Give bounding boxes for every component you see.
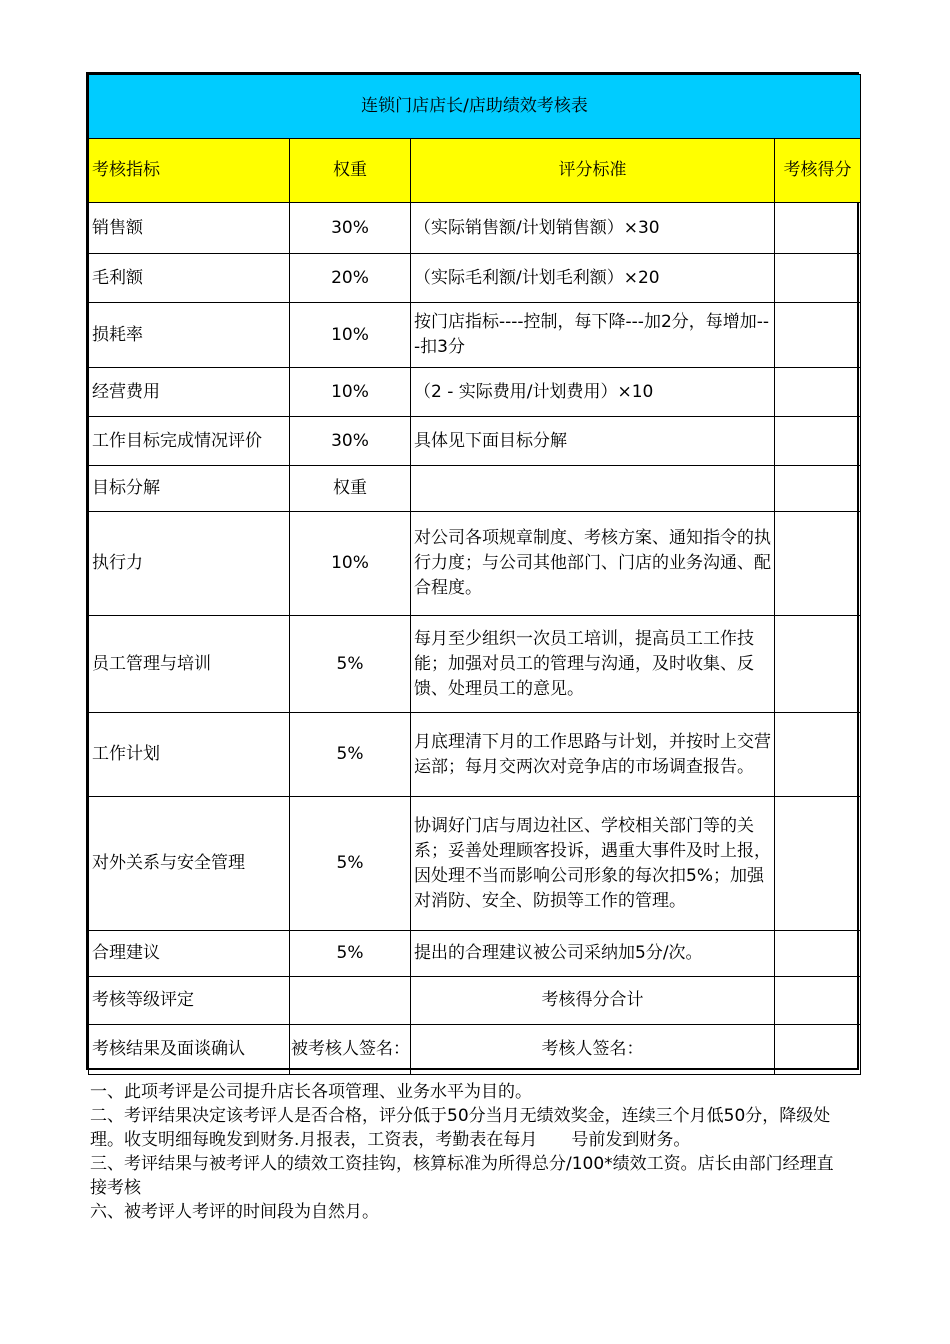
row-weight: 10% bbox=[290, 368, 411, 417]
table-row bbox=[89, 254, 861, 303]
grade-row bbox=[89, 977, 861, 1025]
header-weight: 权重 bbox=[290, 139, 411, 203]
row-score-cell[interactable] bbox=[775, 417, 861, 466]
table-row bbox=[89, 512, 861, 616]
row-indicator: 员工管理与培训 bbox=[89, 616, 290, 713]
row-criteria: 对公司各项规章制度、考核方案、通知指令的执行力度；与公司其他部门、门店的业务沟通、配合程度。 bbox=[411, 512, 775, 616]
performance-table bbox=[86, 72, 859, 1070]
row-weight: 10% bbox=[290, 303, 411, 368]
header-criteria: 评分标准 bbox=[411, 139, 775, 203]
row-criteria: 提出的合理建议被公司采纳加5分/次。 bbox=[411, 931, 775, 977]
note-item: 一、此项考评是公司提升店长各项管理、业务水平为目的。 bbox=[90, 1082, 532, 1102]
row-criteria: （实际销售额/计划销售额）×30 bbox=[411, 203, 775, 254]
row-score-cell[interactable] bbox=[775, 203, 861, 254]
row-criteria: （2 - 实际费用/计划费用）×10 bbox=[411, 368, 775, 417]
row-weight: 10% bbox=[290, 512, 411, 616]
row-score-cell[interactable] bbox=[775, 303, 861, 368]
row-indicator: 工作计划 bbox=[89, 713, 290, 797]
total-score-label: 考核得分合计 bbox=[411, 977, 775, 1025]
row-indicator: 经营费用 bbox=[89, 368, 290, 417]
examiner-signature[interactable]: 考核人签名： bbox=[411, 1025, 775, 1075]
row-weight: 5% bbox=[290, 713, 411, 797]
total-score-cell[interactable] bbox=[775, 977, 861, 1025]
table-row bbox=[89, 417, 861, 466]
row-weight: 30% bbox=[290, 203, 411, 254]
note-item: 三、考评结果与被考评人的绩效工资挂钩，核算标准为所得总分/100*绩效工资。店长由部门经理直接考核 bbox=[90, 1154, 834, 1198]
row-score-cell[interactable] bbox=[775, 616, 861, 713]
table-row bbox=[89, 368, 861, 417]
row-score-cell[interactable] bbox=[775, 512, 861, 616]
table-row bbox=[89, 931, 861, 977]
note-item: 二、考评结果决定该考评人是否合格，评分低于50分当月无绩效奖金，连续三个月低50分，降级处理。收支明细每晚发到财务.月报表，工资表，考勤表在每月 号前发到财务。 bbox=[90, 1106, 831, 1150]
row-criteria: 月底理清下月的工作思路与计划，并按时上交营运部；每月交两次对竞争店的市场调查报告。 bbox=[411, 713, 775, 797]
row-criteria: 每月至少组织一次员工培训，提高员工工作技能；加强对员工的管理与沟通，及时收集、反馈、处理员工的意见。 bbox=[411, 616, 775, 713]
row-score-cell[interactable] bbox=[775, 931, 861, 977]
row-weight: 30% bbox=[290, 417, 411, 466]
header-indicator: 考核指标 bbox=[89, 139, 290, 203]
row-indicator: 销售额 bbox=[89, 203, 290, 254]
row-indicator: 目标分解 bbox=[89, 466, 290, 512]
row-weight: 权重 bbox=[290, 466, 411, 512]
table-row bbox=[89, 303, 861, 368]
grade-label: 考核等级评定 bbox=[89, 977, 290, 1025]
row-weight: 5% bbox=[290, 797, 411, 931]
row-indicator: 执行力 bbox=[89, 512, 290, 616]
table-row bbox=[89, 797, 861, 931]
header-score: 考核得分 bbox=[775, 139, 861, 203]
notes-section bbox=[90, 1080, 850, 1224]
table-row bbox=[89, 713, 861, 797]
note-item: 六、被考评人考评的时间段为自然月。 bbox=[90, 1202, 379, 1222]
grade-value-cell[interactable] bbox=[290, 977, 411, 1025]
row-score-cell[interactable] bbox=[775, 466, 861, 512]
confirm-row bbox=[89, 1025, 861, 1075]
row-criteria bbox=[411, 466, 775, 512]
row-indicator: 合理建议 bbox=[89, 931, 290, 977]
row-score-cell[interactable] bbox=[775, 368, 861, 417]
row-weight: 20% bbox=[290, 254, 411, 303]
confirm-label: 考核结果及面谈确认 bbox=[89, 1025, 290, 1075]
row-score-cell[interactable] bbox=[775, 254, 861, 303]
row-score-cell[interactable] bbox=[775, 797, 861, 931]
row-weight: 5% bbox=[290, 931, 411, 977]
row-score-cell[interactable] bbox=[775, 713, 861, 797]
table-row bbox=[89, 616, 861, 713]
table-row bbox=[89, 203, 861, 254]
row-criteria: （实际毛利额/计划毛利额）×20 bbox=[411, 254, 775, 303]
signature-blank-cell[interactable] bbox=[775, 1025, 861, 1075]
examinee-signature[interactable]: 被考核人签名： bbox=[290, 1025, 411, 1075]
row-indicator: 工作目标完成情况评价 bbox=[89, 417, 290, 466]
row-criteria: 具体见下面目标分解 bbox=[411, 417, 775, 466]
row-indicator: 对外关系与安全管理 bbox=[89, 797, 290, 931]
table-row bbox=[89, 466, 861, 512]
row-weight: 5% bbox=[290, 616, 411, 713]
row-indicator: 毛利额 bbox=[89, 254, 290, 303]
row-criteria: 按门店指标----控制，每下降---加2分，每增加---扣3分 bbox=[411, 303, 775, 368]
table-title: 连锁门店店长/店助绩效考核表 bbox=[89, 75, 861, 139]
row-indicator: 损耗率 bbox=[89, 303, 290, 368]
row-criteria: 协调好门店与周边社区、学校相关部门等的关系；妥善处理顾客投诉，遇重大事件及时上报，因处理不当而影响公司形象的每次扣5%；加强对消防、安全、防损等工作的管理。 bbox=[411, 797, 775, 931]
